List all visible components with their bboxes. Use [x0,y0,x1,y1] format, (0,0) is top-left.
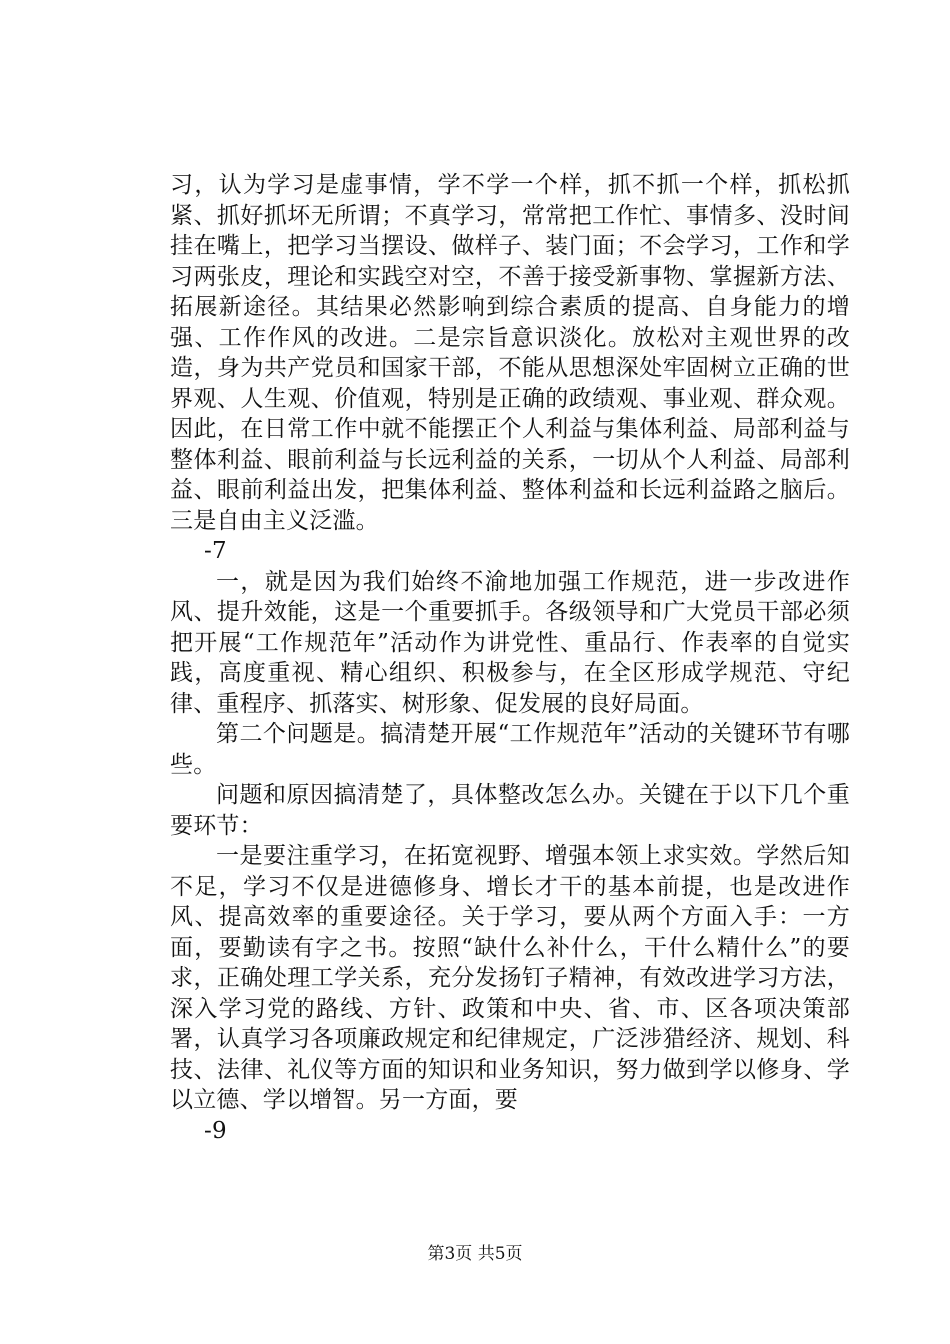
paragraph-1: 习，认为学习是虚事情，学不学一个样，抓不抓一个样，抓松抓紧、抓好抓坏无所谓；不真学习，常常把工作忙、事情多、没时间挂在嘴上，把学习当摆设、做样子、装门面；不会学习，工作和学习两张皮，理论和实践空对空，不善于接受新事物、掌握新方法、拓展新途径。其结果必然影响到综合素质的提高、自身能力的增强、工作作风的改进。二是宗旨意识淡化。放松对主观世界的改造，身为共产党员和国家干部，不能从思想深处牢固树立正确的世界观、人生观、价值观，特别是正确的政绩观、事业观、群众观。因此，在日常工作中就不能摆正个人利益与集体利益、局部利益与整体利益、眼前利益与长远利益的关系，一切从个人利益、局部利益、眼前利益出发，把集体利益、整体利益和长远利益路之脑后。三是自由主义泛滥。 [170,172,850,534]
paragraph-5: 一是要注重学习，在拓宽视野、增强本领上求实效。学然后知不足，学习不仅是进德修身、增长才干的基本前提，也是改进作风、提高效率的重要途径。关于学习，要从两个方面入手：一方面，要勤读有字之书。按照“缺什么补什么，干什么精什么”的要求，正确处理工学关系，充分发扬钉子精神，有效改进学习方法，深入学习党的路线、方针、政策和中央、省、市、区各项决策部署，认真学习各项廉政规定和纪律规定，广泛涉猎经济、规划、科技、法律、礼仪等方面的知识和业务知识，努力做到学以修身、学以立德、学以增智。另一方面，要 [170,843,850,1113]
paragraph-2: 一，就是因为我们始终不渝地加强工作规范，进一步改进作风、提升效能，这是一个重要抓手。各级领导和广大党员干部必须把开展“工作规范年”活动作为讲党性、重品行、作表率的自觉实践，高度重视、精心组织、积极参与，在全区形成学规范、守纪律、重程序、抓落实、树形象、促发展的良好局面。 [170,568,850,717]
page-footer: 第3页 共5页 [427,1244,523,1264]
page-marker-7: -7 [204,538,227,564]
document-body [170,170,850,1146]
paragraph-3: 第二个问题是。搞清楚开展“工作规范年”活动的关键环节有哪些。 [170,721,850,778]
paragraph-4: 问题和原因搞清楚了，具体整改怎么办。关键在于以下几个重要环节： [170,782,850,839]
page-marker-9: -9 [204,1117,227,1144]
